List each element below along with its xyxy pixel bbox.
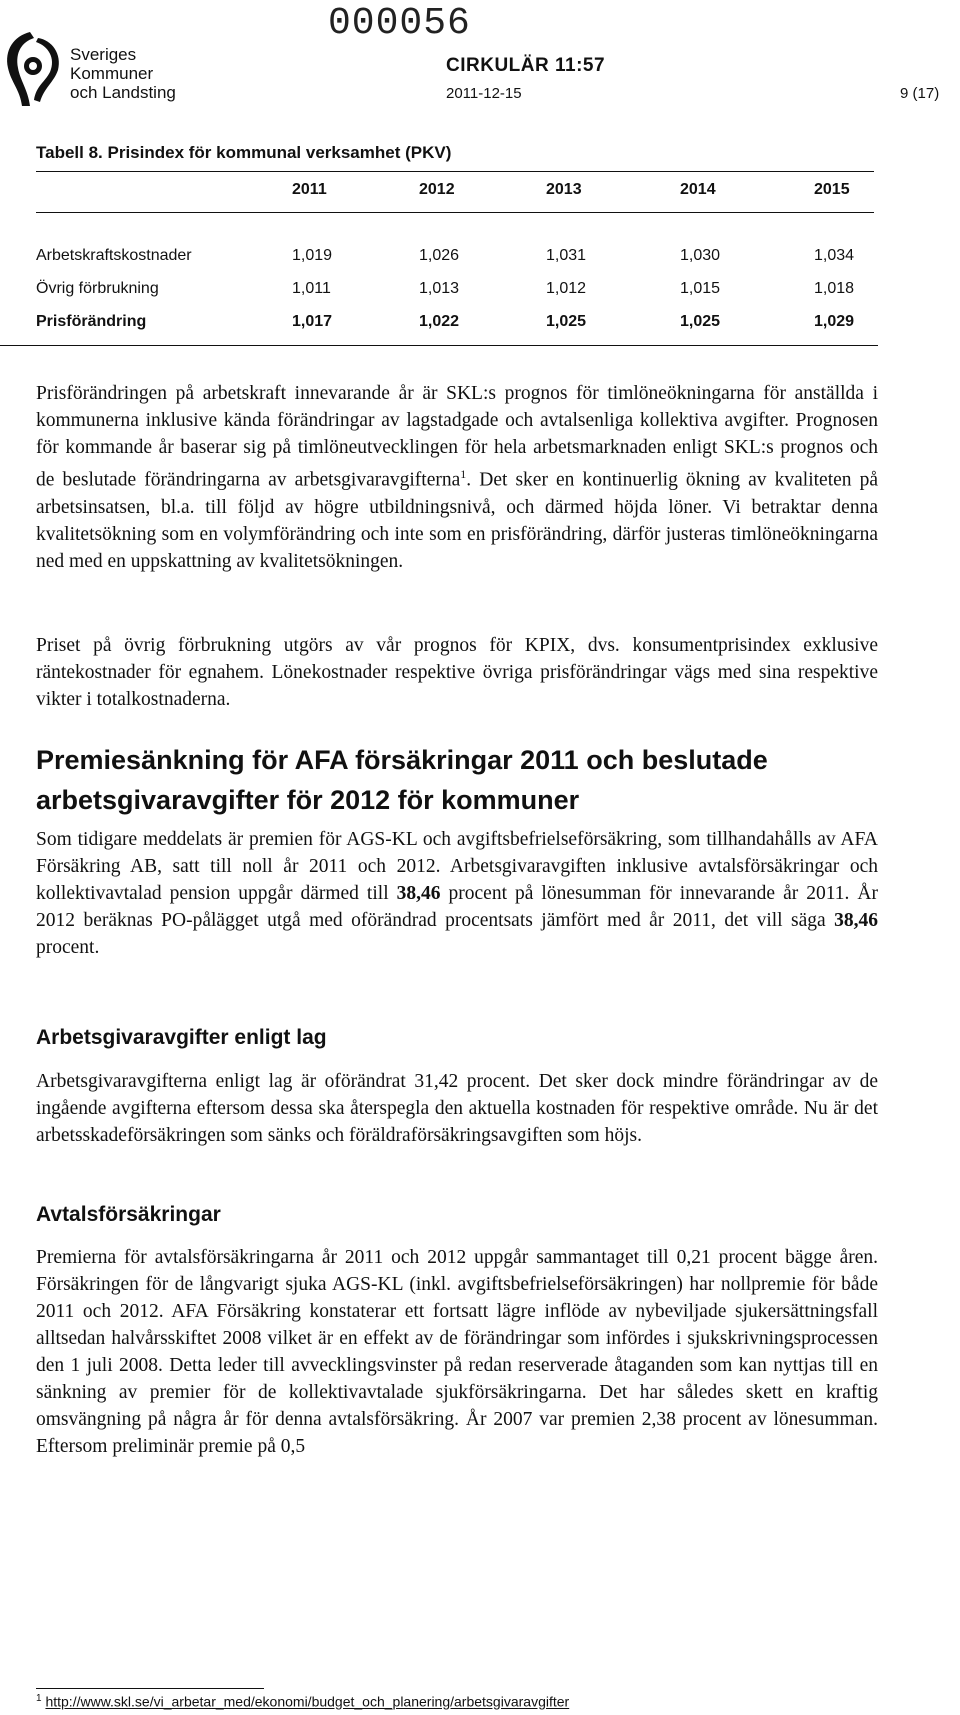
table-cell: 1,031 (546, 247, 587, 264)
year-2013: 2013 (546, 181, 582, 198)
year-2015: 2015 (814, 181, 850, 198)
table-bottom-rule (0, 345, 878, 346)
paragraph-text: . Det sker en kontinuerlig ökning av kvaliteten på arbetsinsatsen, bl.a. till följd av högre utbildningsnivå, och därmed höjda löner. Vi betraktar denna kvalitetsökning som en volymförändring och inte som en prisförändring, därför justeras timlöneökningarna ned med en uppskattning av kvalitetsökningen. (36, 469, 878, 572)
table-cell: 1,025 (680, 313, 721, 330)
circular-title: CIRKULÄR 11:57 (446, 55, 606, 76)
table-top-rule (36, 171, 874, 172)
table-cell: 1,022 (419, 313, 460, 330)
paragraph-text: procent på lönesumman för innevarande år 2011. År 2012 beräknas PO-pålägget utgå med oförändrad procentsats jämfört med år 2011, det vill säga (36, 883, 878, 931)
organization-name (70, 45, 176, 102)
org-line-2: Kommuner (70, 64, 154, 83)
table-cell: 1,015 (680, 280, 721, 297)
table-header-rule (36, 212, 874, 213)
paragraph-text: Som tidigare meddelats är premien för AGS-KL och avgiftsbefrielseförsäkring, som tillhandahålls av AFA Försäkring AB, satt till noll år 2011 och 2012. Arbetsgivaravgiften inklusive avtalsförsäkringar och kollektivavtalad pension uppgår därmed till (36, 829, 878, 904)
page-number: 9 (17) (900, 85, 940, 102)
footnote-marker: 1 (36, 1693, 42, 1704)
row-label: Arbetskraftskostnader (36, 247, 192, 264)
year-2012: 2012 (419, 181, 455, 198)
bold-percentage: 38,46 (834, 910, 879, 931)
paragraph-price-change (36, 380, 878, 575)
table-cell: 1,017 (292, 313, 333, 330)
org-line-3: och Landsting (70, 83, 176, 102)
table-cell: 1,030 (680, 247, 721, 264)
table-cell: 1,019 (292, 247, 333, 264)
paragraph-agreement-insurance: Premierna för avtalsförsäkringarna år 2011 och 2012 uppgår sammantaget till 0,21 procent bägge åren. Försäkringen för de långvarigt sjuka AGS-KL (inkl. avgiftsbefrielseförsäkringen) har nollpremie för både 2011 och 2012. AFA Försäkring konstaterar ett fortsatt lägre inflöde av nybeviljade sjukersättningsfall alltsedan halvårsskiftet 2008 vilket är en effekt av de förändringar som infördes i sjukskrivningsprocessen den 1 juli 2008. Detta leder till avvecklingsvinster på redan reserverade åtaganden som kan nyttjas till en sänkning av premier för de kollektivavtalade sjukförsäkringarna. Det har således skett en kraftig omsvängning på några år för denna avtalsförsäkring. År 2007 var premien 2,38 procent av lönesumman. Eftersom preliminär premie på 0,5 (36, 1247, 878, 1457)
table-row (36, 247, 874, 269)
table-cell: 1,011 (292, 280, 331, 297)
bold-percentage: 38,46 (396, 883, 441, 904)
paragraph-other-consumption: Priset på övrig förbrukning utgörs av vår prognos för KPIX, dvs. konsumentprisindex exklusive räntekostnader för egnahem. Lönekostnader respektive övriga prisförändringar vägs med sina respektive vikter i totalkostnaderna. (36, 635, 878, 710)
table-cell: 1,013 (419, 280, 460, 297)
footnote-rule (36, 1688, 264, 1689)
section-heading-agreement-insurance: Avtalsförsäkringar (36, 1203, 221, 1226)
footnote (36, 1693, 569, 1710)
paragraph-employer-fees: Arbetsgivaravgifterna enligt lag är oförändrat 31,42 procent. Det sker dock mindre förändringar av de ingående avgifterna eftersom dessa ska återspegla den aktuella kostnaden för respektive område. Nu är det arbetsskadeförsäkringen som sänks och föräldraförsäkringsavgiften som höjs. (36, 1071, 878, 1146)
table-cell: 1,012 (546, 280, 587, 297)
skl-logo-icon (0, 28, 62, 108)
paragraph-afa (36, 826, 878, 961)
table-row-total (36, 313, 874, 335)
year-2014: 2014 (680, 181, 716, 198)
footnote-reference: 1 (460, 467, 467, 481)
table-header-row (36, 181, 874, 203)
table-cell: 1,025 (546, 313, 587, 330)
row-label: Prisförändring (36, 313, 147, 330)
section-heading-afa: Premiesänkning för AFA försäkringar 2011 och beslutade arbetsgivaravgifter för 2012 för kommuner (36, 745, 768, 815)
table-cell: 1,026 (419, 247, 460, 264)
footnote-link[interactable]: http://www.skl.se/vi_arbetar_med/ekonomi/budget_och_planering/arbetsgivaravgifter (45, 1693, 570, 1710)
year-2011: 2011 (292, 181, 327, 198)
paragraph-text: procent. (36, 937, 100, 958)
table-cell: 1,018 (814, 280, 855, 297)
paragraph-text: Prisförändringen på arbetskraft innevarande år är SKL:s prognos för timlöneökningarna för anställda i kommunerna inklusive kända förändringar av lagstadgade och avtalsenliga kollektiva avgifter. Prognosen för kommande år baserar sig på timlöneutvecklingen för hela arbetsmarknaden enligt SKL:s prognos och de beslutade förändringarna av arbetsgivaravgifterna (36, 383, 878, 491)
document-stamp-number: 000056 (328, 2, 471, 45)
org-line-1: Sveriges (70, 45, 137, 64)
row-label: Övrig förbrukning (36, 280, 159, 297)
section-heading-employer-fees: Arbetsgivaravgifter enligt lag (36, 1026, 327, 1049)
table-cell: 1,034 (814, 247, 855, 264)
table-cell: 1,029 (814, 313, 855, 330)
table-row (36, 280, 874, 302)
table-caption: Tabell 8. Prisindex för kommunal verksamhet (PKV) (36, 143, 452, 162)
circular-date: 2011-12-15 (446, 85, 522, 102)
